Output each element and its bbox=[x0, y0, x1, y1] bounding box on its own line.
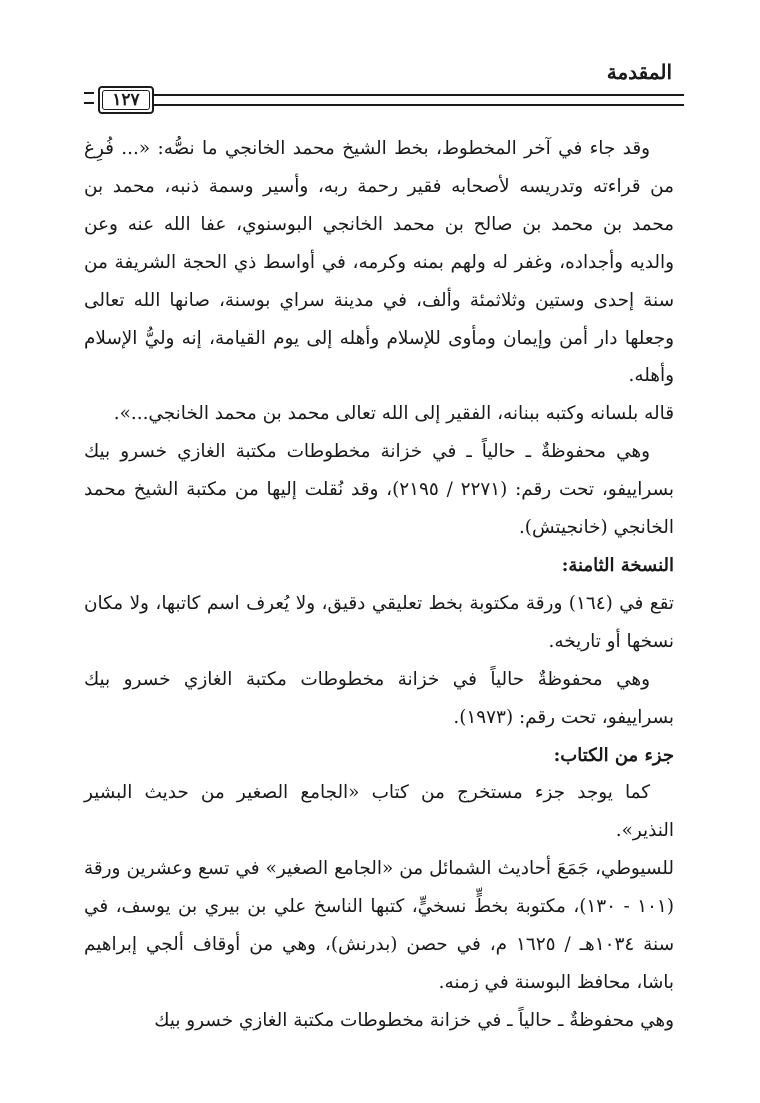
double-rule-line bbox=[152, 94, 684, 106]
section-heading-eighth-copy: النسخة الثامنة: bbox=[561, 554, 674, 576]
paragraph-location-part: وهي محفوظةٌ ـ حالياً ـ في خزانة مخطوطات مكتبة الغازي خسرو بيك bbox=[154, 1009, 674, 1031]
rule-end-mark bbox=[84, 92, 94, 104]
paragraph-location-7: وهي محفوظةٌ ـ حالياً ـ في خزانة مخطوطات مكتبة الغازي خسرو بيك بسراييفو، تحت رقم: (٢٢٧١ / ٢١٩٥)، وقد نُقلت إليها من مكتبة الشيخ محمد الخانجي (خانجيتش). bbox=[84, 441, 675, 539]
section-heading-book-part: جزء من الكتاب: bbox=[553, 744, 674, 766]
page-number: ١٢٧ bbox=[98, 86, 154, 114]
paragraph-book-part: كما يوجد جزء مستخرج من كتاب «الجامع الصغير من حديث البشير النذير». bbox=[84, 782, 674, 842]
running-title: المقدمة bbox=[606, 60, 672, 84]
paragraph-colophon: وقد جاء في آخر المخطوط، بخط الشيخ محمد الخانجي ما نصُّه: «... فُرِغ من قراءته وتدريسه لأصحابه فقير رحمة ربه، وأسير وسمة ذنبه، محمد بن محمد بن محمد بن صالح بن محمد الخانجي البوسنوي، عفا الله عنه وعن والديه وأجداده، وغفر له ولهم بمنه وكرمه، في أواسط ذي الحجة الشريفة من سنة إحدى وستين وثلاثمئة وألف، في مدينة سراي بوسنة، صانها الله تعالى وجعلها دار أمن وإيمان ومأوى للإسلام وأهله إلى يوم القيامة، إنه وليُّ الإسلام وأهله. bbox=[84, 138, 674, 387]
header-rule bbox=[84, 86, 684, 116]
main-text bbox=[84, 130, 674, 1040]
paragraph-colophon-signature: قاله بلسانه وكتبه ببنانه، الفقير إلى الله تعالى محمد بن محمد الخانجي...». bbox=[113, 403, 674, 425]
paragraph-eighth-copy-description: تقع في (١٦٤) ورقة مكتوبة بخط تعليقي دقيق، ولا يُعرف اسم كاتبها، ولا مكان نسخها أو تاريخه. bbox=[84, 592, 674, 652]
paragraph-location-8: وهي محفوظةٌ حالياً في خزانة مخطوطات مكتبة الغازي خسرو بيك بسراييفو، تحت رقم: (١٩٧٣). bbox=[84, 668, 674, 728]
paragraph-suyuti-excerpt: للسيوطي، جَمَعَ أحاديث الشمائل من «الجامع الصغير» في تسع وعشرين ورقة (١٠١ - ١٣٠)، مكتوبة بخطٍّ نسخيٍّ، كتبها الناسخ علي بن بيري بن يوسف، في سنة ١٠٣٤هـ / ١٦٢٥ م، في حصن (بدرنش)، وهي من أوقاف ألجي إبراهيم باشا، محافظ البوسنة في زمنه. bbox=[84, 858, 674, 993]
